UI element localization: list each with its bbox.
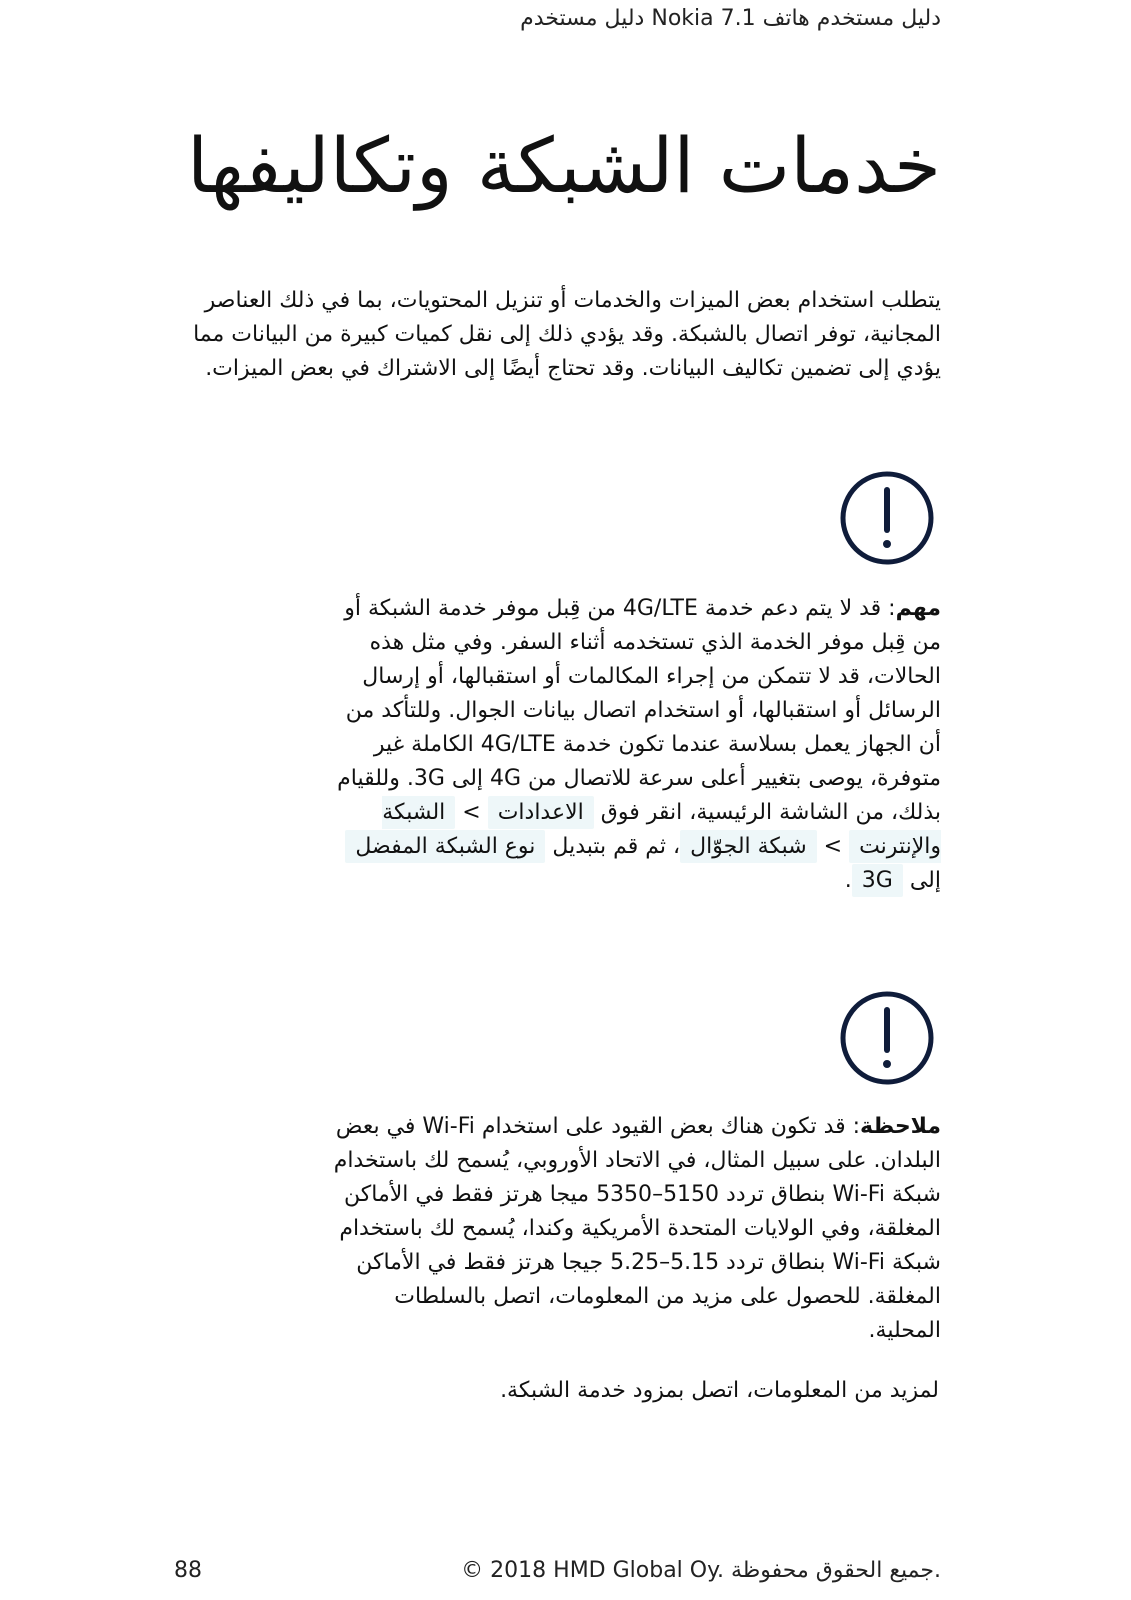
wifi-notice xyxy=(321,1110,941,1348)
important-text: : قد لا يتم دعم خدمة 4G/LTE من قِبل موفر خدمة الشبكة أو من قِبل موفر الخدمة الذي تستخدمه أثناء السفر. وفي مثل هذه الحالات، قد لا تتمكن من إجراء المكالمات أو استقبالها، أو إرسال الرسائل أو استقبالها، أو استخدام اتصال بيانات الجوال. وللتأكد من أن الجهاز يعمل بسلاسة عندما تكون خدمة 4G/LTE الكاملة غير متوفرة، يوصى بتغيير أعلى سرعة للاتصال من 4G إلى 3G. وللقيام بذلك، من الشاشة الرئيسية، انقر فوق xyxy=(337,596,941,825)
more-info: لمزيد من المعلومات، اتصل بمزود خدمة الشبكة. xyxy=(500,1378,939,1403)
exclamation-circle-icon xyxy=(839,990,935,1086)
page-number: 88 xyxy=(174,1558,202,1583)
ui-3g: 3G xyxy=(852,864,903,897)
important-text-then: ، ثم قم بتبديل xyxy=(545,834,681,859)
important-note xyxy=(321,592,941,898)
ui-preferred-network-type: نوع الشبكة المفضل xyxy=(345,830,545,863)
footer-copyright: © 2018 HMD Global Oy. جميع الحقوق محفوظة. xyxy=(461,1558,941,1583)
important-text-end: . xyxy=(844,868,852,893)
important-label: مهم xyxy=(895,596,941,621)
path-separator: > xyxy=(816,834,850,859)
notice-label: ملاحظة xyxy=(860,1114,941,1139)
notice-text: : قد تكون هناك بعض القيود على استخدام Wi-Fi في بعض البلدان. على سبيل المثال، في الاتحاد الأوروبي، يُسمح لك باستخدام شبكة Wi-Fi بنطاق تردد 5150–5350 ميجا هرتز فقط في الأماكن المغلقة، وفي الولايات المتحدة الأمريكية وكندا، يُسمح لك باستخدام شبكة Wi-Fi بنطاق تردد 5.15–5.25 جيجا هرتز فقط في الأماكن المغلقة. للحصول على مزيد من المعلومات، اتصل بالسلطات المحلية. xyxy=(333,1114,941,1343)
page-title: خدمات الشبكة وتكاليفها xyxy=(186,121,941,210)
running-header: دليل مستخدم هاتف Nokia 7.1 دليل مستخدم xyxy=(520,6,941,31)
intro-paragraph: يتطلب استخدام بعض الميزات والخدمات أو تنزيل المحتويات، بما في ذلك العناصر المجانية، توفر اتصال بالشبكة. وقد يؤدي ذلك إلى نقل كميات كبيرة من البيانات مما يؤدي إلى تضمين تكاليف البيانات. وقد تحتاج أيضًا إلى الاشتراك في بعض الميزات. xyxy=(193,288,941,381)
exclamation-circle-icon xyxy=(839,470,935,566)
ui-mobile-network: شبكة الجوّال xyxy=(680,830,817,863)
ui-network-internet: الشبكة والإنترنت xyxy=(382,796,941,863)
path-separator: > xyxy=(455,800,488,825)
ui-settings: الاعدادات xyxy=(488,796,594,829)
important-text-to: إلى xyxy=(902,868,941,893)
